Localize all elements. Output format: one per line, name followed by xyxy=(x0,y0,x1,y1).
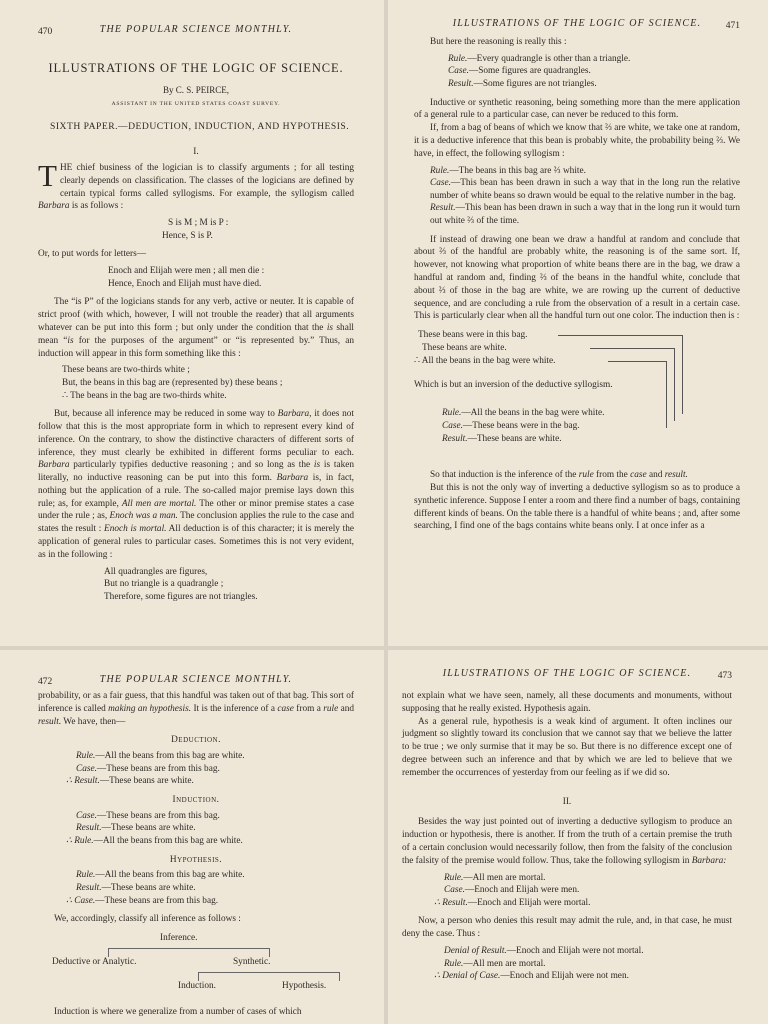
page-number: 473 xyxy=(717,671,732,681)
example-block: Enoch and Elijah were men ; all men die : Hence, Enoch and Elijah must have died. xyxy=(108,266,265,289)
deduction-heading: Deduction. xyxy=(171,735,221,746)
tree-node-deductive: Deductive or Analytic. xyxy=(52,956,137,967)
paragraph: If instead of drawing one bean we draw a handful at random and conclude that about ⅔ of the handful are probably white, the reasoning is of the same sort. If, however, not knowing what proportion of white beans there are in the bag, we draw a handful at random and, finding ⅔ of the beans in the handful white, conclude that about ⅔ of those in the bag are white, we are rowing up the current of deductive sequence, and are concluding a rule from the observation of a result in a certain case. This is particularly clear when all the handful turn out one color. The induction then is : xyxy=(414,234,740,322)
running-head xyxy=(38,664,354,686)
hypothesis-heading: Hypothesis. xyxy=(169,854,223,865)
running-head-title: THE POPULAR SCIENCE MONTHLY. xyxy=(99,24,293,35)
paragraph: not explain what we have seen, namely, all these documents and monuments, without supposing that he really existed. Hypothesis again. xyxy=(402,691,732,714)
syllogism-block: Rule.—Every quadrangle is other than a triangle. Case.—Some figures are quadrangles. Result.—Some figures are not triangles. xyxy=(448,53,631,89)
paragraph: Besides the way just pointed out of inverting a deductive syllogism to produce an induction or hypothesis, there is another. If from the truth of a certain premise the truth of a certain conclusion would necessarily follow, then from the falsity of the conclusion the falsity of the premise would follow. Thus, take the following syllogism in Barbara: xyxy=(402,817,732,866)
inference-classification-tree xyxy=(38,930,354,1004)
induction-diagram: These beans were in this bag. These beans are white. ∴ All the beans in the bag were white. Which is but an inversion of the deductive syllogism. Rule.—All the beans in the bag were white. Case.—These beans were in the bag. Result.—These beans are white. xyxy=(418,329,740,465)
running-head-title: ILLUSTRATIONS OF THE LOGIC OF SCIENCE. xyxy=(442,668,692,679)
paragraph: But, because all inference may be reduced in some way to Barbara, it does not follow that this is the most appropriate form in which to represent every kind of inference. On the contrary, to show the distinctive characters of different sorts of inference, they must clearly be exhibited in different forms peculiar to each. Barbara particularly typifies deductive reasoning ; and so long as the is is taken literally, no inductive reasoning can be put into this form. Barbara is, in fact, nothing but the application of a rule. The so-called major premise lays down this rule; as, for example, All men are mortal. The other or minor premise states a case under the rule ; as, Enoch was a man. The conclusion applies the rule to the case and states the result : Enoch is mortal. All deduction is of this character; it is merely the application of general rules to particular cases. Sometimes this is not very evident, as in the following : xyxy=(38,409,355,560)
paragraph: Or, to put words for letters— xyxy=(38,249,147,260)
page-470 xyxy=(0,0,384,646)
paragraph: Now, a person who denies this result may admit the rule, and, in that case, he must deny the case. Thus : xyxy=(402,916,732,940)
tree-root: Inference. xyxy=(160,932,198,943)
page-473 xyxy=(388,650,768,1024)
example-block: These beans are two-thirds white ; But, the beans in this bag are (represented by) these beans ; ∴ The beans in the bag are two-thirds white. xyxy=(62,365,283,401)
paragraph: We, accordingly, classify all inference as follows : xyxy=(54,914,241,925)
example-block: All quadrangles are figures, But no triangle is a quadrangle ; Therefore, some figures are not triangles. xyxy=(104,566,258,602)
paragraph: THE chief business of the logician is to classify arguments ; for all testing clearly depends on classification. The classes of the logicians are defined by certain typical forms called syllogisms. For example, the syllogism called Barbara is as follows : xyxy=(38,157,354,212)
paper-subtitle: SIXTH PAPER.—DEDUCTION, INDUCTION, AND HYPOTHESIS. xyxy=(50,121,350,133)
page-472 xyxy=(0,650,384,1024)
syllogism-block: Rule.—The beans in this bag are ⅔ white. Case.—This bean has been drawn in such a way that in the long run the relative number of white beans so drawn would be equal to the relative number in the bag. Result.—This bean has been drawn in such a way that in the long run it would turn out white ⅔ of the time. xyxy=(430,165,740,226)
article-title: ILLUSTRATIONS OF THE LOGIC OF SCIENCE. xyxy=(48,61,344,75)
page-number: 471 xyxy=(725,21,740,31)
running-head-title: ILLUSTRATIONS OF THE LOGIC OF SCIENCE. xyxy=(452,18,702,29)
syllogism-block: Rule.—All the beans from this bag are white. Case.—These beans are from this bag. ∴ Result.—These beans are white. xyxy=(66,751,245,787)
paragraph: Inductive or synthetic reasoning, being something more than the mere application of a general rule to a particular case, can never be reduced to this form. xyxy=(414,97,740,121)
paragraph: But this is not the only way of inverting a deductive syllogism so as to produce a synthetic inference. Suppose I enter a room and there find a number of bags, containing different kinds of beans. On the table there is a handful of white beans ; and, after some searching, I find one of the bags contains white beans only. I at once infer as a xyxy=(414,482,740,532)
tree-node-hypothesis: Hypothesis. xyxy=(282,980,327,991)
page-number: 470 xyxy=(38,27,53,37)
syllogism-block: Rule.—All the beans from this bag are white. Result.—These beans are white. ∴ Case.—These beans are from this bag. xyxy=(66,870,245,906)
tree-node-induction: Induction. xyxy=(178,980,216,991)
paragraph: So that induction is the inference of the rule from the case and result. xyxy=(430,470,688,481)
paragraph: The “is P” of the logicians stands for any verb, active or neuter. It is capable of strict proof (with which, however, I will not trouble the reader) that all arguments whatever can be put into this form ; but only under the condition that the is shall mean “is for the purposes of the argument” or “is represented by.” Thus, an induction will appear in this form something like this : xyxy=(38,297,354,359)
running-head-title: THE POPULAR SCIENCE MONTHLY. xyxy=(99,674,293,685)
running-head xyxy=(402,664,732,686)
syllogism-block: Rule.—All men are mortal. Case.—Enoch and Elijah were men. ∴ Result.—Enoch and Elijah were mortal. xyxy=(434,872,591,908)
syllogism-block: Denial of Result.—Enoch and Elijah were not mortal. Rule.—All men are mortal. ∴ Denial of Case.—Enoch and Elijah were not men. xyxy=(434,945,644,982)
running-head xyxy=(414,14,740,36)
section-number: I. xyxy=(193,147,199,158)
bracket-line xyxy=(608,361,667,428)
syllogism-formula: S is M ; M is P : Hence, S is P. xyxy=(162,218,229,241)
page-number: 472 xyxy=(38,677,53,687)
tree-node-synthetic: Synthetic. xyxy=(233,956,271,967)
paragraph: But here the reasoning is really this : xyxy=(430,37,567,47)
drop-cap: T xyxy=(38,157,57,193)
paragraph: probability, or as a fair guess, that this handful was taken out of that bag. This sort of inference is called making an hypothesis. It is the inference of a case from a rule and result. We have, then— xyxy=(38,691,354,727)
paragraph: As a general rule, hypothesis is a weak kind of argument. It often inclines our judgment so slightly toward its conclusion that we cannot say that we believe the latter to be true ; we only surmise that it may be so. But there is no difference except one of degree between such an inference and that by which we are led to believe that we remember the occurrences of yesterday from our feeling as if we did so. xyxy=(402,716,732,778)
paragraph: If, from a bag of beans of which we know that ⅔ are white, we take one at random, it is a deductive inference that this bean is probably white, the probability being ⅔. We have, in effect, the following syllogism : xyxy=(414,123,740,159)
page-471 xyxy=(388,0,768,646)
running-head xyxy=(38,14,354,36)
section-number: II. xyxy=(562,796,572,807)
author-affiliation: ASSISTANT IN THE UNITED STATES COAST SURVEY. xyxy=(111,100,281,107)
syllogism-block: Case.—These beans are from this bag. Result.—These beans are white. ∴ Rule.—All the beans from this bag are white. xyxy=(66,810,243,846)
byline: By C. S. PEIRCE, xyxy=(162,84,229,95)
paragraph: Induction is where we generalize from a number of cases of which xyxy=(54,1006,302,1017)
induction-heading: Induction. xyxy=(172,794,220,805)
